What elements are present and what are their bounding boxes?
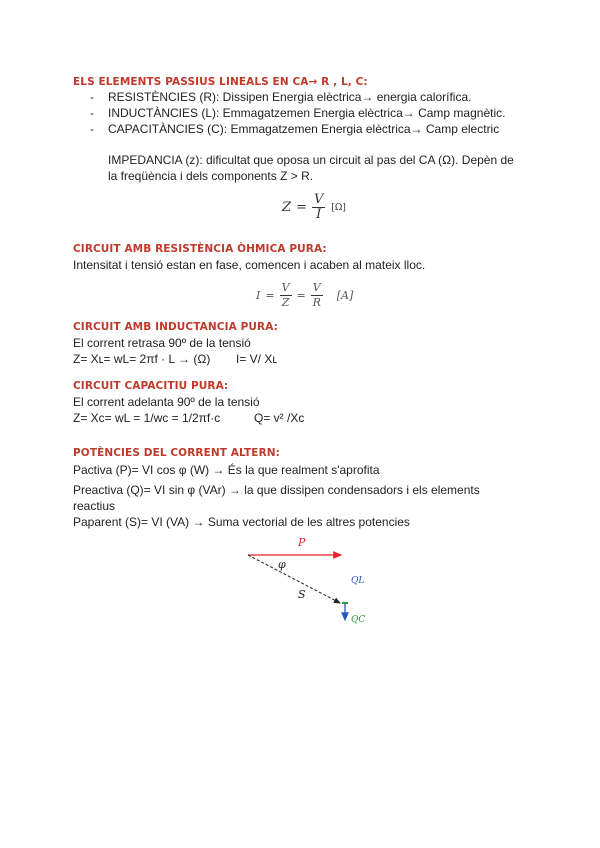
inductance-line1: El corrent retrasa 90º de la tensió — [73, 336, 251, 350]
ohm-formula: I = $\frac{V}{Z}$ = $\frac{V}{R}$ [A] — [256, 281, 354, 309]
formula-denominator: I — [316, 207, 322, 222]
impedance-formula: Z = $\frac{V}{I}$ [Ω] — [282, 192, 346, 222]
active-power: Pactiva (P)= VI cos φ (W) → És la que realment s'aprofita — [73, 463, 380, 477]
section-heading-capacitive: CIRCUIT CAPACITIU PURA: — [73, 380, 229, 392]
apparent-power: Paparent (S)= VI (VA) → Suma vectorial de les altres potencies — [73, 515, 410, 529]
list-item-resistances: - RESISTÈNCIES (R): Dissipen Energia elèctrica→ energia calorífica. — [90, 90, 472, 104]
list-item-capacitances: - CAPACITÀNCIES (C): Emmagatzemen Energia elèctrica→ Camp electric — [90, 122, 500, 136]
formula-numerator: V — [313, 192, 324, 207]
formula-lhs: Z — [282, 200, 292, 215]
label-s: S — [298, 588, 306, 601]
capacitive-impedance: Z= Xc= wL = 1/wc = 1/2πf·c — [73, 411, 221, 425]
section-heading-inductance: CIRCUIT AMB INDUCTANCIA PURA: — [73, 321, 278, 333]
formula-denominator: Z — [281, 296, 290, 309]
reactive-power: Preactiva (Q)= VI sin φ (VAr) → la que dissipen condensadors i els elements — [73, 483, 480, 497]
ohmic-description: Intensitat i tensió estan en fase, comencen i acaben al mateix lloc. — [73, 258, 426, 272]
formula-denominator: R — [312, 296, 321, 309]
impedance-definition-line1: IMPEDANCIA (z): dificultat que oposa un circuit al pas del CA (Ω). Depèn de — [108, 153, 514, 167]
section-heading-ohmic: CIRCUIT AMB RESISTÈNCIA ÒHMICA PURA: — [73, 243, 327, 255]
formula-lhs: I — [256, 289, 261, 302]
label-ql: QL — [351, 576, 365, 586]
section-heading-passive-elements: ELS ELEMENTS PASSIUS LINEALS EN CA→ R , L, C: — [73, 76, 368, 88]
label-p: P — [298, 536, 306, 549]
label-phi: φ — [278, 558, 286, 571]
inductance-current: I= V/ Xʟ — [236, 352, 278, 366]
reactive-power-cont: reactius — [73, 499, 116, 513]
section-heading-powers: POTÈNCIES DEL CORRENT ALTERN: — [73, 447, 280, 459]
power-triangle-diagram — [240, 530, 380, 630]
list-item-inductances: - INDUCTÀNCIES (L): Emmagatzemen Energia elèctrica→ Camp magnètic. — [90, 106, 506, 120]
formula-unit: [Ω] — [331, 202, 346, 213]
inductance-impedance: Z= Xʟ= wL= 2πf · L → (Ω) — [73, 352, 211, 366]
formula-unit: [A] — [336, 289, 354, 302]
apparent-power-vector — [248, 555, 340, 603]
capacitive-reactive: Q= v² /Xc — [254, 411, 305, 425]
formula-numerator: V — [312, 281, 321, 294]
impedance-definition-line2: la freqüència i dels components Z > R. — [108, 169, 314, 183]
formula-numerator: V — [281, 281, 290, 294]
label-qc: QC — [351, 615, 366, 625]
capacitive-line1: El corrent adelanta 90º de la tensió — [73, 395, 260, 409]
